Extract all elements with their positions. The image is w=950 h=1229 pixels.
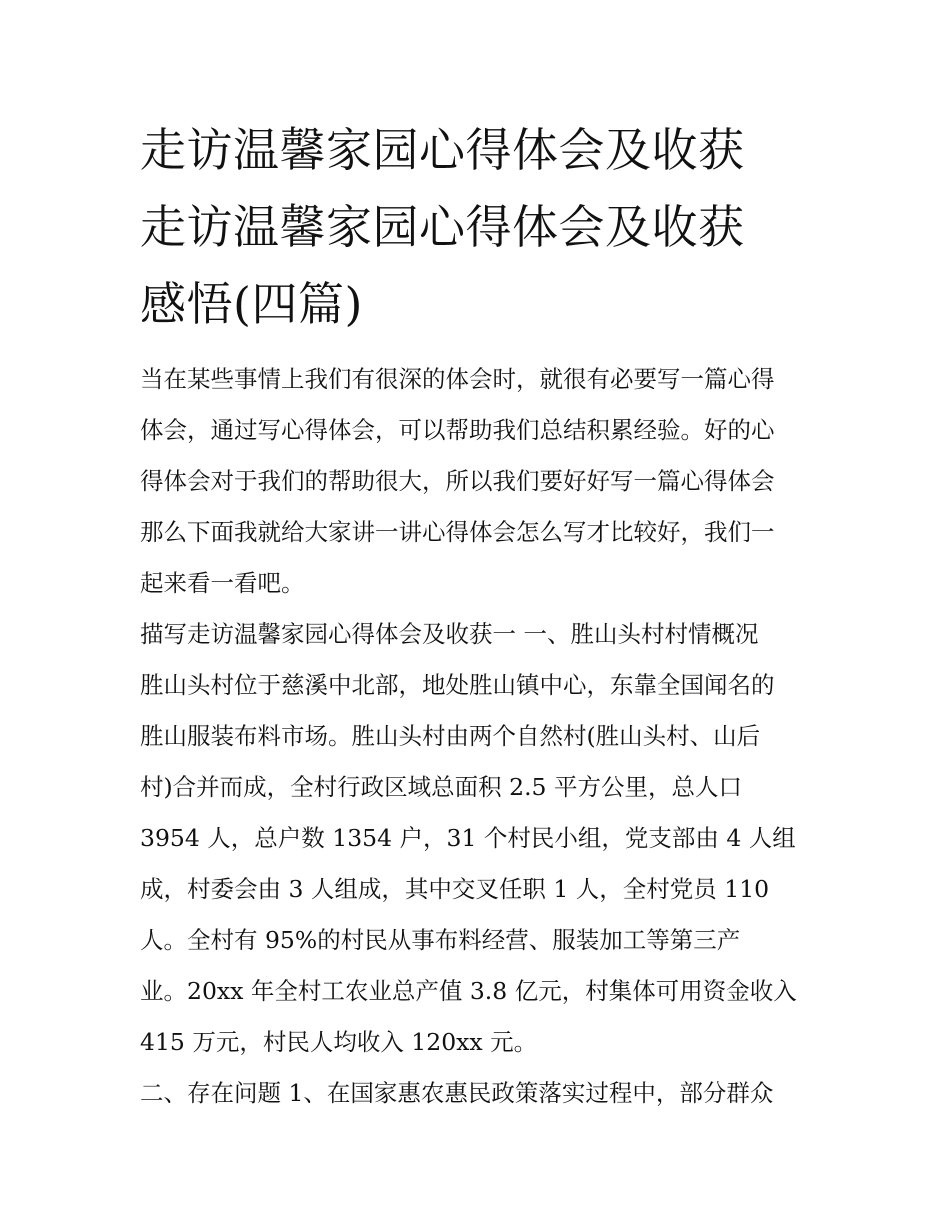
problems-paragraph (140, 1068, 820, 1119)
text-line: 那么下面我就给大家讲一讲心得体会怎么写才比较好，我们一 (140, 518, 775, 546)
village-overview-paragraph (140, 609, 820, 1068)
text-line: 二、存在问题 1、在国家惠农惠民政策落实过程中，部分群众 (140, 1079, 774, 1107)
text-line: 村)合并而成，全村行政区域总面积 2.5 平方公里，总人口 (140, 773, 742, 801)
text-line: 3954 人，总户数 1354 户，31 个村民小组，党支部由 4 人组 (140, 824, 796, 852)
text-line: 起来看一看吧。 (140, 569, 305, 597)
document-body (140, 354, 820, 1119)
title-line: 感悟(四篇) (140, 277, 363, 331)
text-line: 当在某些事情上我们有很深的体会时，就很有必要写一篇心得 (140, 365, 775, 393)
text-line: 体会，通过写心得体会，可以帮助我们总结积累经验。好的心 (140, 416, 775, 444)
text-line: 胜山服装布料市场。胜山头村由两个自然村(胜山头村、山后 (140, 722, 761, 750)
text-line: 描写走访温馨家园心得体会及收获一 一、胜山头村村情概况 (140, 620, 759, 648)
title-line: 走访温馨家园心得体会及收获 (140, 200, 745, 254)
text-line: 人。全村有 95%的村民从事布料经营、服装加工等第三产 (140, 926, 741, 954)
text-line: 业。20xx 年全村工农业总产值 3.8 亿元，村集体可用资金收入 (140, 977, 797, 1005)
title-line: 走访温馨家园心得体会及收获 (140, 123, 745, 177)
text-line: 胜山头村位于慈溪中北部，地处胜山镇中心，东靠全国闻名的 (140, 671, 775, 699)
text-line: 得体会对于我们的帮助很大，所以我们要好好写一篇心得体会 (140, 467, 775, 495)
document-title (140, 112, 840, 343)
text-line: 成，村委会由 3 人组成，其中交叉任职 1 人，全村党员 110 (140, 875, 770, 903)
intro-paragraph (140, 354, 820, 609)
text-line: 415 万元，村民人均收入 120xx 元。 (140, 1028, 538, 1056)
